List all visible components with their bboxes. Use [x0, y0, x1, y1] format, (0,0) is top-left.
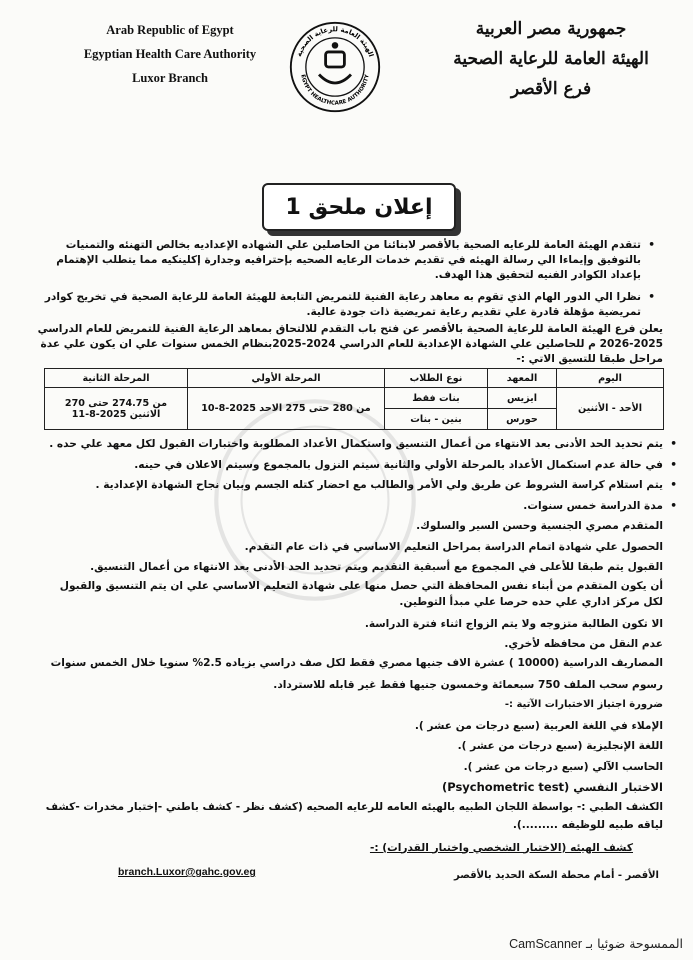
list-item: • مدة الدراسة خمس سنوات. [43, 496, 663, 517]
list-item: أن يكون المتقدم من أبناء نفس المحافظة التي حصل منها على شهادة التعليم الاساسي علي ان يتم التنسيق والقبول لكل مركز اداري علي حده حرصا علي مبدأ التوطين. [59, 579, 663, 608]
list-item: الكشف الطبي :- بواسطة اللجان الطبيه بالهيئه العامه للرعايه الصحيه (كشف نظر - كشف باطني -إختبار مخدرات -كشف لياقه طبيه للوظيفه .........). [45, 800, 663, 831]
list-item: الحصول علي شهادة اتمام الدراسة بمراحل التعليم الاساسي في ذات عام التقدم. [244, 540, 663, 553]
list-item: المتقدم مصري الجنسية وحسن السير والسلوك. [416, 520, 663, 532]
list-item: ضرورة اجتياز الاختبارات الآتية :- [504, 699, 663, 710]
seal-english-text: EGYPT HEALTHCARE AUTHORITY [299, 74, 371, 107]
intro-paragraph-2: • نظرا الي الدور الهام الذي تقوم به معاهد رعاية الفنية للتمريض التابعة للهيئة العامة للرعاية الصحية في تخريج كوادر تمريضية مؤهلة قادرة علي تقديم رعاية تمريضية ذات جودة عالية. [31, 290, 641, 320]
footer-address: الأقصر - أمام محطة السكة الحديد بالأقصر [454, 870, 659, 881]
seal-arabic-text: الهيئة العامة للرعاية الصحية [294, 25, 376, 58]
header-en-country: Arab Republic of Egypt [106, 23, 234, 37]
list-item: كشف الهيئه (الاختبار الشخصي واختبار القدرات) :- [369, 841, 633, 854]
footer-email-link[interactable]: branch.Luxor@gahc.gov.eg [118, 866, 256, 878]
header-en-branch: Luxor Branch [132, 71, 208, 85]
table-header-row [45, 369, 664, 388]
cell-students-mixed: بنين - بنات [385, 409, 488, 430]
list-item: • في حالة عدم استكمال الأعداد بالمرحلة الأولي والثانية سيتم النزول بالمجموع وسيتم الاعلان في حينه. [43, 455, 663, 476]
requirements-list [43, 434, 663, 858]
cell-phase2: من 274.75 حتى 270 الاثنين 2025-8-11 [45, 388, 188, 430]
list-item: • يتم تحديد الحد الأدنى بعد الانتهاء من أعمال التنسيق واستكمال الأعداد المطلوبة واختبارات القبول لكل معهد علي حده . [43, 434, 663, 455]
header-ar-country: جمهورية مصر العربية [475, 19, 627, 39]
cell-day: الأحد - الأثنين [557, 388, 664, 430]
camscanner-prefix: الممسوحة ضوئيا بـ [586, 936, 683, 951]
th-phase1: المرحلة الأولي [188, 369, 385, 388]
list-item: رسوم سحب الملف 750 سبعمائة وخمسون جنيها فقط غير قابله للاسترداد. [273, 678, 663, 691]
list-item: عدم النقل من محافظه لأخري. [504, 638, 663, 650]
intro-paragraph-1: • تتقدم الهيئة العامة للرعايه الصحية بالأقصر لابنائنا من الحاصلين علي الشهاده الإعداديه بخالص التهنئه والتمنيات بالتوفيق وإيماءا الي رسالة الهيئه في تقديم خدمات الرعايه الصحيه بإحترافيه وجدارة إكلينكيه مما يتطلب الإهتمام بإعداد الكوادر الفنيه لتحقيق هذا الهدف. [31, 238, 641, 283]
camscanner-watermark [509, 936, 683, 951]
list-item: الحاسب الآلي (سبع درجات من عشر ). [463, 760, 663, 773]
header-ar-authority: الهيئة العامة للرعاية الصحية [453, 49, 649, 69]
authority-seal-logo [288, 20, 382, 114]
list-item: المصاريف الدراسية (10000 ) عشرة الاف جنيها مصري فقط لكل صف دراسي بزياده 2.5% سنويا خلال الخمس سنوات [50, 656, 663, 669]
cell-phase1: من 280 حتى 275 الاحد 2025-8-10 [188, 388, 385, 430]
schedule-table [44, 368, 664, 430]
cell-institute-horus: حورس [488, 409, 557, 430]
list-item: الا تكون الطالبة متزوجه ولا يتم الزواج اثناء فترة الدراسة. [364, 617, 663, 630]
header-en-authority: Egyptian Health Care Authority [83, 47, 257, 61]
cell-students-girls: بنات فقط [385, 388, 488, 409]
th-institute: المعهد [488, 369, 557, 388]
intro-paragraph-3: يعلن فرع الهيئة العامة للرعاية الصحية بالأقصر عن فتح باب التقدم للالتحاق بمعاهد الرعاية الفنية للتمريض للعام الدراسي 2025-2026 م للحاصلين علي الشهادة الإعدادية للعام الدراسي 2024-2025بنظام الخمس سنوات علي ان يكون علي عدة مراحل طبقا للتسيق الاتي :- [37, 323, 663, 365]
list-item: الاختبار النفسي (Psychometric test) [441, 780, 663, 794]
th-phase2: المرحلة الثانية [45, 369, 188, 388]
header-ar-branch: فرع الأقصر [510, 79, 592, 99]
list-item: اللغة الإنجليزية (سبع درجات من عشر ). [457, 740, 663, 752]
announcement-title: إعلان ملحق 1 [262, 183, 456, 231]
list-item: القبول يتم طبقا للأعلى في المجموع مع أسبقية التقديم ويتم تحديد الحد الأدنى بعد الانتهاء من أعمال التنسيق. [90, 561, 663, 573]
camscanner-brand: CamScanner [509, 937, 583, 951]
list-item: الإملاء في اللغة العربية (سبع درجات من عشر ). [414, 719, 663, 732]
th-students: نوع الطلاب [385, 369, 488, 388]
header-english [60, 18, 280, 90]
cell-institute-isis: ايزيس [488, 388, 557, 409]
header-arabic [431, 14, 671, 104]
th-day: اليوم [557, 369, 664, 388]
list-item: • يتم استلام كراسة الشروط عن طريق ولي الأمر والطالب مع احضار كتله الجسم وبيان نجاح الشهادة الإعدادية . [43, 475, 663, 496]
table-row [45, 388, 664, 409]
